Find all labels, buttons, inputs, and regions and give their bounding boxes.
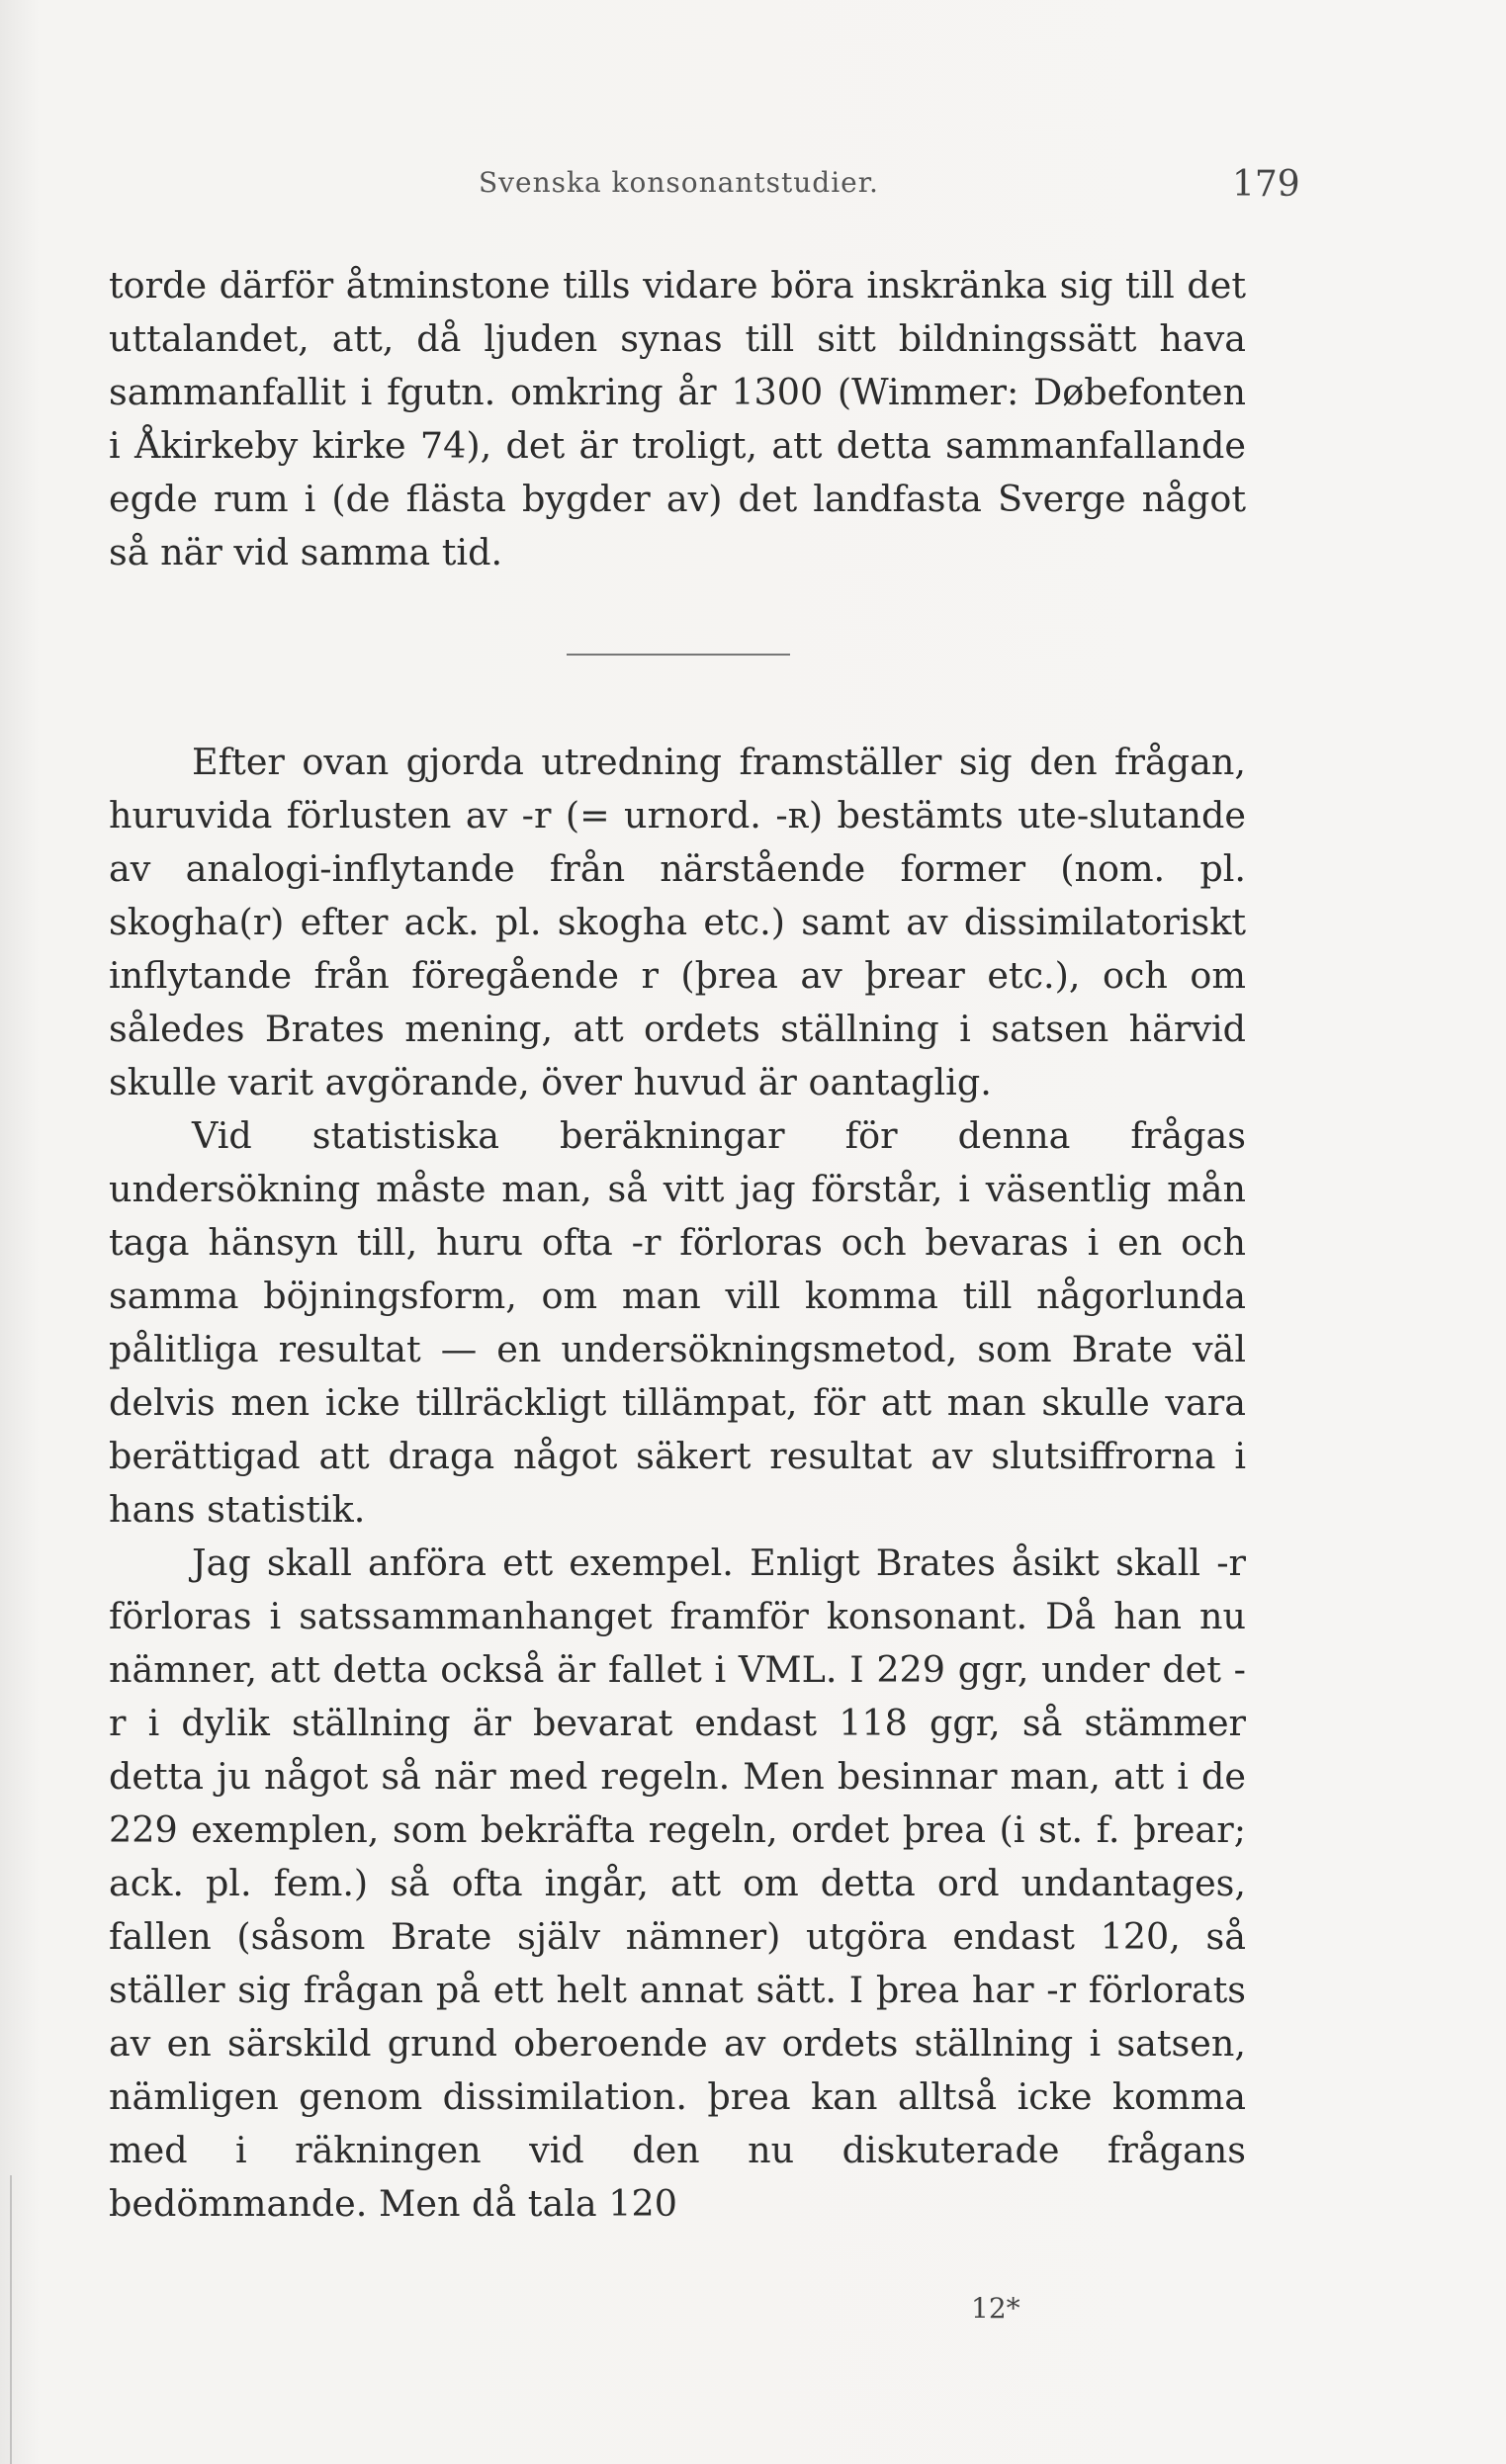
- running-head: Svenska konsonantstudier.: [479, 166, 879, 199]
- paragraph-2: Efter ovan gjorda utredning framställer sig den frågan, huruvida förlusten av -r (= urnord. -ʀ) bestämts ute-slutande av analogi-inflytande från närstående former (nom. pl. skogha(r) efter ack. pl. skogha etc.) samt av dissimilatoriskt inflytande från föregående r (þrea av þrear etc.), och om således Brates mening, att ordets ställning i satsen härvid skulle varit avgörande, över huvud är oantaglig.: [109, 741, 1246, 1103]
- text-block-1: [109, 259, 1246, 579]
- page-number: 179: [1232, 164, 1300, 205]
- paragraph-4: Jag skall anföra ett exempel. Enligt Brates åsikt skall -r förloras i satssammanhanget framför konsonant. Då han nu nämner, att detta också är fallet i VML. I 229 ggr, under det -r i dylik ställning är bevarat endast 118 ggr, så stämmer detta ju något så när med regeln. Men besinnar man, att i de 229 exemplen, som bekräfta regeln, ordet þrea (i st. f. þrear; ack. pl. fem.) så ofta ingår, att om detta ord undantages, fallen (såsom Brate själv nämner) utgöra endast 120, så ställer sig frågan på ett helt annat sätt. I þrea har -r förlorats av en särskild grund oberoende av ordets ställning i satsen, nämligen genom dissimilation. þrea kan alltså icke komma med i räkningen vid den nu diskuterade frågans bedömmande. Men då tala 120: [109, 1541, 1246, 2225]
- paragraph-3: Vid statistiska beräkningar för denna frågas undersökning måste man, så vitt jag förstår, i väsentlig mån taga hänsyn till, huru ofta -r förloras och bevaras i en och samma böjningsform, om man vill komma till någorlunda pålitliga resultat — en undersökningsmetod, som Brate väl delvis men icke tillräckligt tillämpat, för att man skulle vara berättigad att draga något säkert resultat av slutsiffrorna i hans statistik.: [109, 1114, 1246, 1531]
- section-rule: [567, 654, 790, 656]
- signature-mark: 12*: [971, 2292, 1020, 2325]
- page-edge-line: [10, 2175, 12, 2464]
- paragraph-1: torde därför åtminstone tills vidare böra inskränka sig till det uttalandet, att, då ljuden synas till sitt bildningssätt hava sammanfallit i fgutn. omkring år 1300 (Wimmer: Døbefonten i Åkirkeby kirke 74), det är troligt, att detta sammanfallande egde rum i (de flästa bygder av) det landfasta Sverge något så när vid samma tid.: [109, 264, 1246, 573]
- text-block-2: [109, 736, 1246, 2231]
